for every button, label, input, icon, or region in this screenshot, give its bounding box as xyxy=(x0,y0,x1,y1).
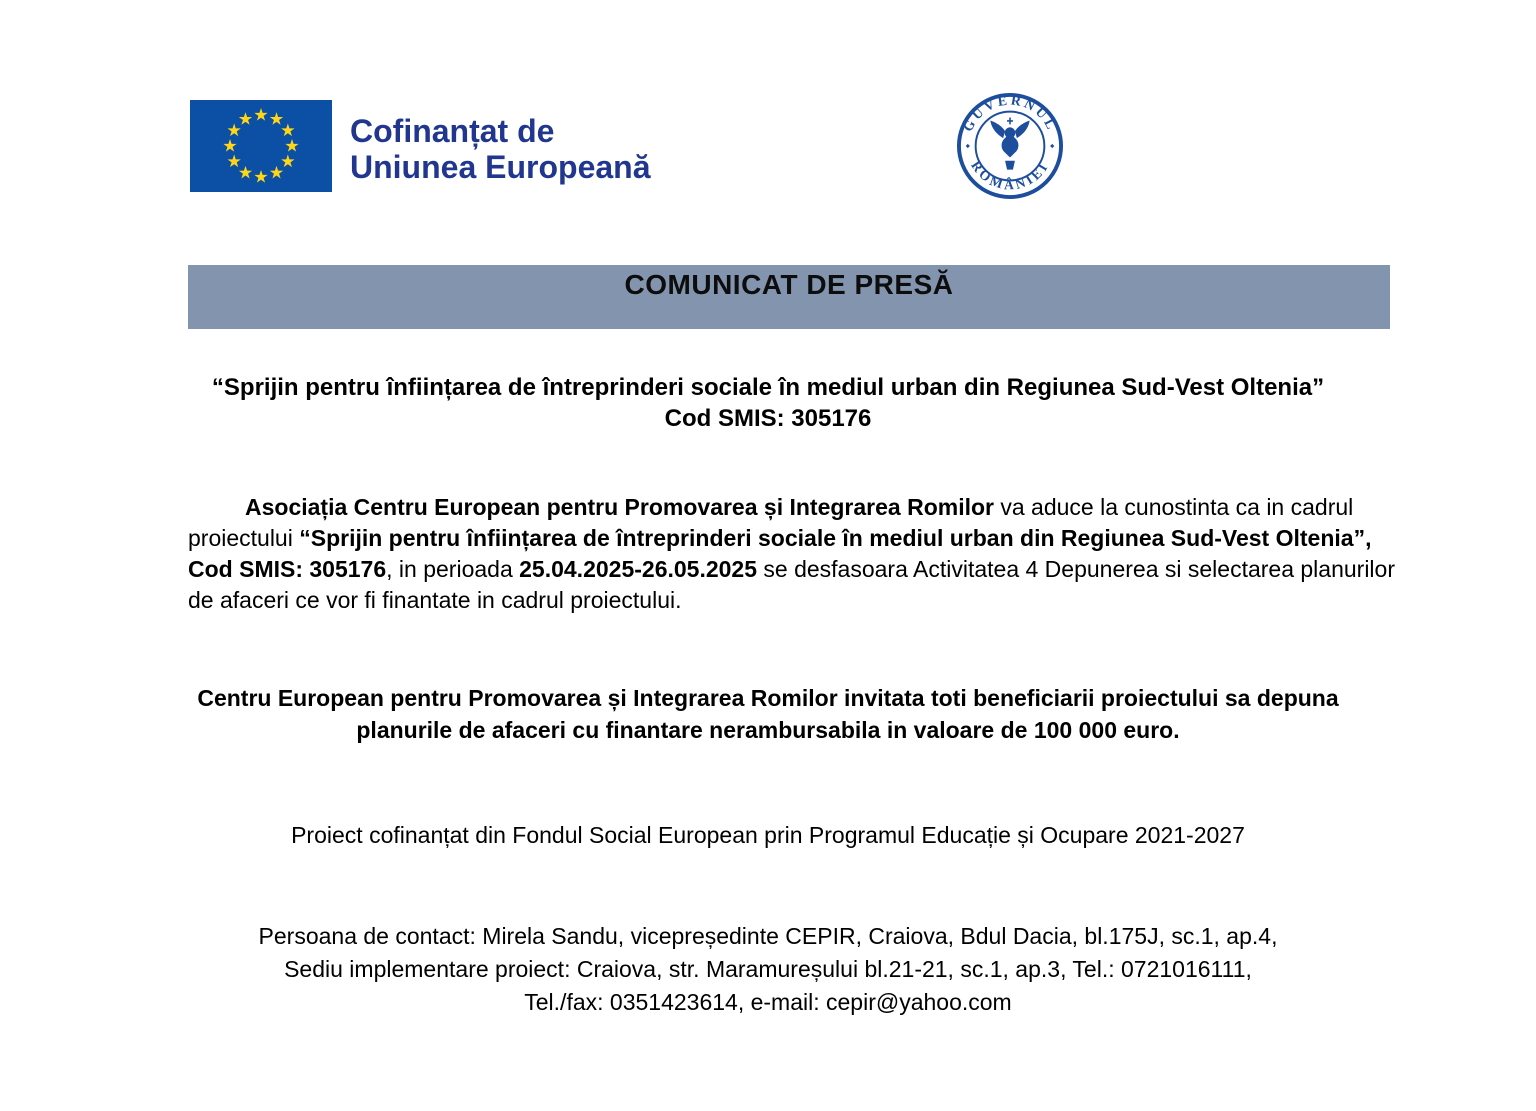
eu-logo-line1: Cofinanțat de xyxy=(350,113,555,149)
intro-run-6: se desfasoara Activitatea 4 Depunerea si selectarea planurilor de afaceri ce vor fi finantate in cadrul proiectului. xyxy=(188,556,1395,613)
paragraph-invitation: Centru European pentru Promovarea și Integrarea Romilor invitata toti beneficiarii proiectului sa depuna planurile de afaceri cu finantare nerambursabila in valoare de 100 000 euro. xyxy=(197,685,1339,743)
intro-run-2: va aduce la cunostinta ca in cadrul proiectului xyxy=(188,494,1354,551)
press-release-banner xyxy=(188,265,1390,329)
intro-run-4: , in perioada xyxy=(386,556,520,582)
contact-block xyxy=(120,920,1416,1019)
seal-bottom-text: ROMÂNIEI xyxy=(968,158,1052,193)
intro-run-1: Asociația Centru European pentru Promovarea și Integrarea Romilor xyxy=(245,494,994,520)
project-title-line1: “Sprijin pentru înființarea de întreprinderi sociale în mediul urban din Regiunea Sud-Vest Oltenia” xyxy=(211,374,1325,401)
eu-logo-line2: Uniunea Europeană xyxy=(350,149,651,185)
paragraph-intro xyxy=(188,492,1400,616)
seal-top-text: GUVERNUL xyxy=(959,92,1061,134)
contact-line-1: Persoana de contact: Mirela Sandu, vicepreședinte CEPIR, Craiova, Bdul Dacia, bl.175J, sc.1, ap.4, xyxy=(258,923,1278,949)
paragraph-funding: Proiect cofinanțat din Fondul Social European prin Programul Educație și Ocupare 2021-2027 xyxy=(291,822,1245,848)
contact-line-3: Tel./fax: 0351423614, e-mail: cepir@yahoo.com xyxy=(524,989,1012,1015)
contact-line-2: Sediu implementare proiect: Craiova, str. Maramureșului bl.21-21, sc.1, ap.3, Tel.: 0721016111, xyxy=(284,956,1252,982)
intro-run-3: “Sprijin pentru înființarea de întreprinderi sociale în mediul urban din Regiunea Sud-Vest Oltenia”, Cod SMIS: 305176 xyxy=(188,525,1372,582)
eu-cofunded-logo xyxy=(190,100,651,192)
guvernul-romaniei-seal xyxy=(956,92,1064,200)
eu-flag-icon xyxy=(190,100,332,192)
eu-logo-text xyxy=(350,113,651,185)
intro-run-5: 25.04.2025-26.05.2025 xyxy=(519,556,758,582)
project-title-line2: Cod SMIS: 305176 xyxy=(664,405,872,432)
project-title xyxy=(130,372,1406,434)
banner-title: COMUNICAT DE PRESĂ xyxy=(624,269,954,300)
